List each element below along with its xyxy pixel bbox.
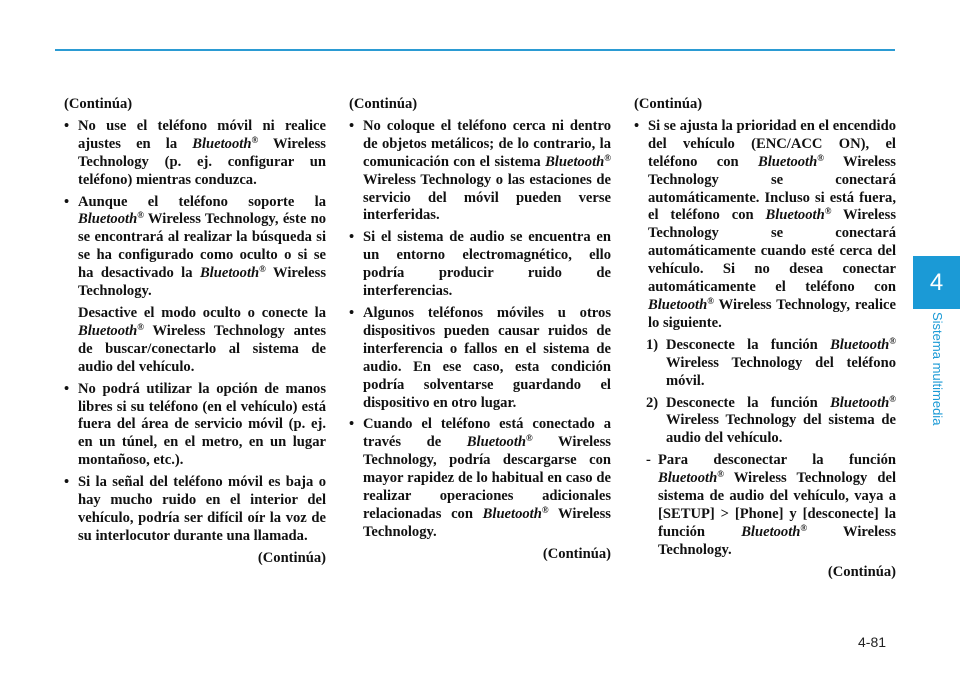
bullet-item: • No use el teléfono móvil ni realice ajustes en la Bluetooth® Wireless Technology (p. ej. configurar un teléfono) mientras conduzca. xyxy=(64,118,326,190)
page-number: 4-81 xyxy=(858,634,887,650)
brand-term: Bluetooth xyxy=(78,211,138,228)
brand-term: Bluetooth xyxy=(192,135,252,152)
brand-term: Bluetooth xyxy=(648,296,708,313)
brand-term: Bluetooth xyxy=(78,322,138,339)
continued-label: (Continúa) xyxy=(542,545,611,562)
bullet-item: • Cuando el teléfono está conectado a través de Bluetooth® Wireless Technology, podría descargarse con mayor rapidez de lo habitual en caso de realizar operaciones adicionales relacionadas con Bluetooth® Wireless Technology. xyxy=(349,416,611,541)
brand-term: Bluetooth xyxy=(545,153,605,170)
bullet-item: • Si se ajusta la prioridad en el encendido del vehículo (ENC/ACC ON), el teléfono con Bluetooth® Wireless Technology se conectará automáticamente. Incluso si está fuera, el teléfono con Bluetooth® Wireless Technology se conectará automáticamente cuando esté cerca del vehículo. Si no desea conectar automáticamente el teléfono con Bluetooth® Wireless Technology, realice lo siguiente. xyxy=(634,118,896,333)
brand-term: Bluetooth xyxy=(658,470,718,487)
brand-term: Bluetooth xyxy=(758,153,818,170)
numbered-step: 2) Desconecte la función Bluetooth® Wireless Technology del sistema de audio del vehículo. xyxy=(646,393,896,447)
brand-term: Bluetooth xyxy=(466,434,526,451)
text-column-2 xyxy=(349,96,611,564)
header-rule xyxy=(55,49,895,51)
numbered-step: 1) Desconecte la función Bluetooth® Wireless Technology del teléfono móvil. xyxy=(646,335,896,389)
brand-term: Bluetooth xyxy=(830,336,890,353)
brand-term: Bluetooth xyxy=(830,394,890,411)
brand-term: Bluetooth xyxy=(482,505,542,522)
bullet-item: • Algunos teléfonos móviles u otros dispositivos pueden causar ruidos de interferencia o fallos en el sistema de audio. En ese caso, esta condición podría solventarse guardando el dispositivo en otro lugar. xyxy=(349,305,611,412)
continued-label: (Continúa) xyxy=(827,563,896,580)
bullet-item: • Aunque el teléfono soporte la Bluetooth® Wireless Technology, éste no se encontrará al realizar la búsqueda si se ha configurado como oculto o si se ha desactivado la Bluetooth® Wireless Technology. xyxy=(64,194,326,301)
paragraph: Desactive el modo oculto o conecte la Bluetooth® Wireless Technology antes de buscar/conectarlo al sistema de audio del vehículo. xyxy=(78,304,326,375)
bullet-item: • Si la señal del teléfono móvil es baja o hay mucho ruido en el interior del vehículo, podría ser difícil oír la voz de su interlocutor durante una llamada. xyxy=(64,474,326,546)
dash-item: - Para desconectar la función Bluetooth® Wireless Technology del sistema de audio del vehículo, vaya a [SETUP] > [Phone] y [desconecte] la función Bluetooth® Wireless Technology. xyxy=(646,452,896,558)
continued-label: (Continúa) xyxy=(634,96,703,112)
brand-term: Bluetooth xyxy=(765,207,825,224)
text-column-1 xyxy=(64,96,326,568)
continued-label: (Continúa) xyxy=(64,96,133,112)
continued-label: (Continúa) xyxy=(349,96,418,112)
bullet-item: • Si el sistema de audio se encuentra en un entorno electromagnético, ello podría producir ruido de interferencias. xyxy=(349,229,611,301)
bullet-item: • No coloque el teléfono cerca ni dentro de objetos metálicos; de lo contrario, la comunicación con el sistema Bluetooth® Wireless Technology o las estaciones de servicio del móvil pueden verse interferidas. xyxy=(349,118,611,225)
chapter-tab: 4 xyxy=(913,256,960,309)
text-column-3 xyxy=(634,96,896,582)
brand-term: Bluetooth xyxy=(199,265,260,282)
continued-label: (Continúa) xyxy=(257,549,326,566)
bullet-item: • No podrá utilizar la opción de manos libres si su teléfono (en el vehículo) está fuera del área de servicio móvil (p. ej. en un túnel, en el metro, en un lugar montañoso, etc.). xyxy=(64,381,326,471)
chapter-title: Sistema multimedia xyxy=(930,312,945,426)
brand-term: Bluetooth xyxy=(741,523,801,540)
